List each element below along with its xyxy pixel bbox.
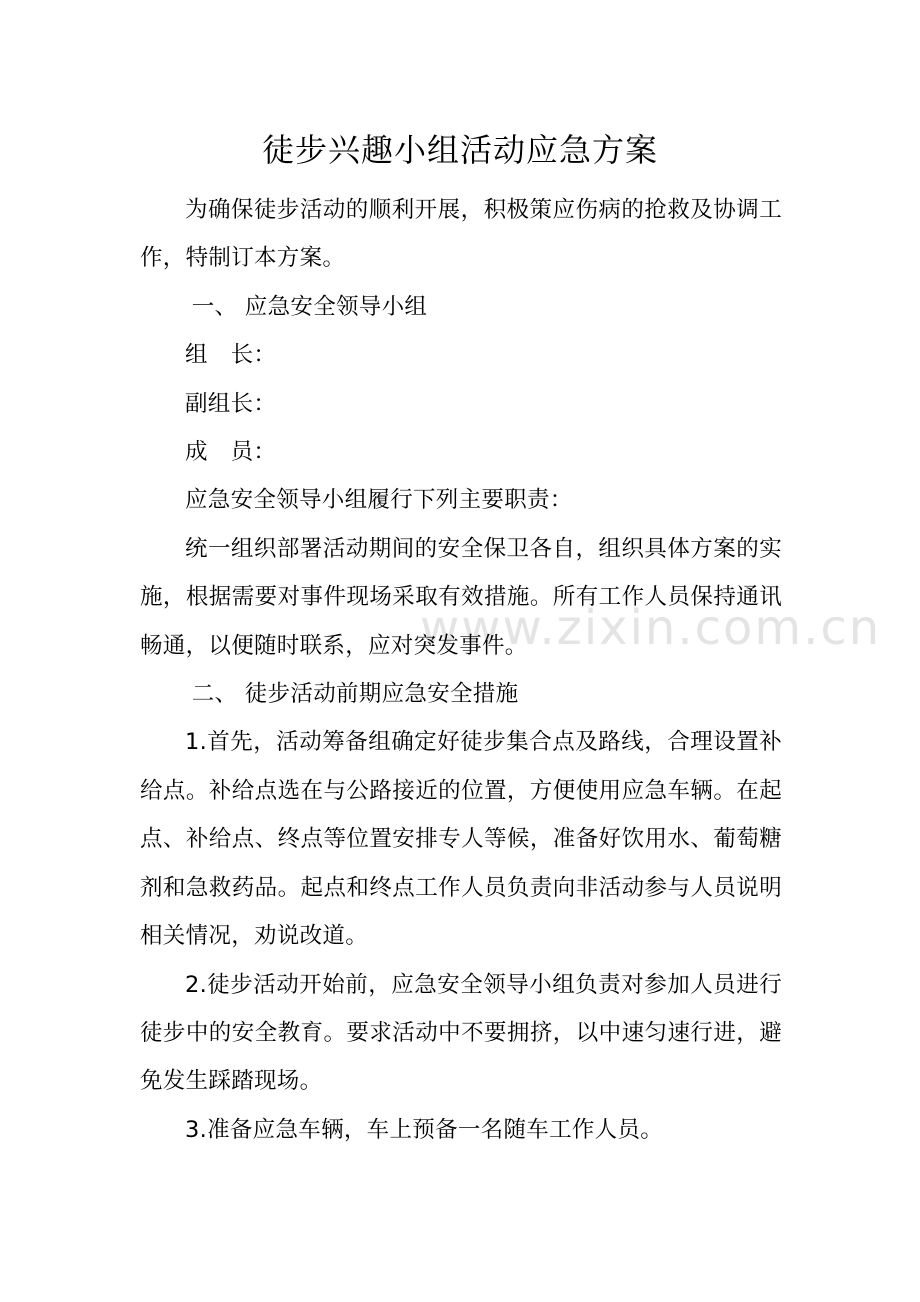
paragraph-duties: 统一组织部署活动期间的安全保卫各自，组织具体方案的实施，根据需要对事件现场采取有效措施。所有工作人员保持通讯畅通，以便随时联系，应对突发事件。 [140,535,782,659]
measure-item-1: 1.首先，活动筹备组确定好徒步集合点及路线，合理设置补给点。补给点选在与公路接近的位置，方便使用应急车辆。在起点、补给点、终点等位置安排专人等候，准备好饮用水、葡萄糖剂和急救药品。起点和终点工作人员负责向非活动参与人员说明相关情况，劝说改道。 [140,729,782,950]
watermark: www.zixin.com.cn [420,600,882,656]
section-heading-2: 二、 徒步活动前期应急安全措施 [191,681,519,708]
document-title: 徒步兴趣小组活动应急方案 [261,131,658,169]
leader-field: 组 长： [185,342,277,369]
document-body [140,186,782,1154]
paragraph-duties-intro: 应急安全领导小组履行下列主要职责： [185,487,573,514]
measure-item-2: 2.徒步活动开始前，应急安全领导小组负责对参加人员进行徒步中的安全教育。要求活动中不要拥挤，以中速匀速行进，避免发生踩踏现场。 [140,971,782,1095]
measure-item-3: 3.准备应急车辆，车上预备一名随车工作人员。 [185,1116,664,1143]
members-field: 成 员： [185,439,277,466]
section-heading-1: 一、 应急安全领导小组 [191,293,428,320]
paragraph-intro: 为确保徒步活动的顺利开展，积极策应伤病的抢救及协调工作，特制订本方案。 [140,197,782,272]
deputy-leader-field: 副组长： [185,390,277,417]
